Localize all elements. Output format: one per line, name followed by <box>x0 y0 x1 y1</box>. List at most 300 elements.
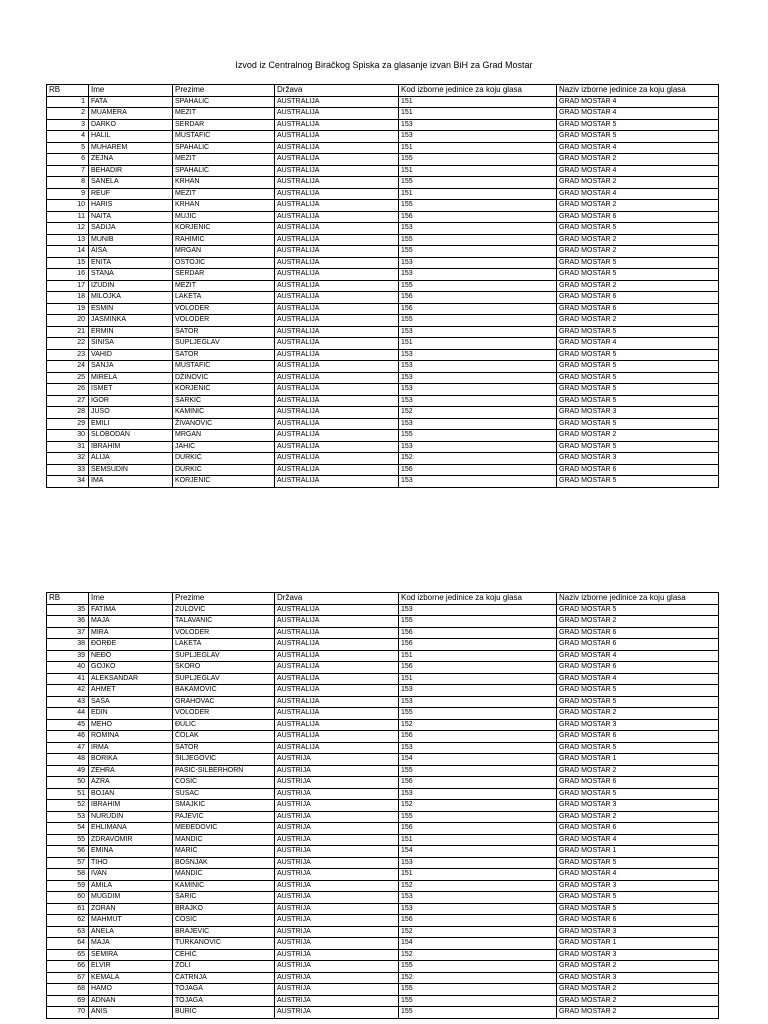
table-row <box>47 846 719 858</box>
cell-prezime: BOŠNJAK <box>173 857 275 869</box>
cell-rb: 16 <box>47 269 89 281</box>
table-row <box>47 119 719 131</box>
cell-prezime: ČOLAK <box>173 731 275 743</box>
cell-kod: 156 <box>399 823 557 835</box>
cell-ime: IMA <box>89 476 173 488</box>
cell-drzava: AUSTRALIJA <box>275 211 399 223</box>
cell-kod: 155 <box>399 616 557 628</box>
cell-ime: MUGDIM <box>89 892 173 904</box>
cell-drzava: AUSTRALIJA <box>275 731 399 743</box>
cell-ime: VAHID <box>89 349 173 361</box>
cell-ime: ESMIN <box>89 303 173 315</box>
table-row <box>47 407 719 419</box>
cell-kod: 153 <box>399 742 557 754</box>
table-row <box>47 280 719 292</box>
cell-ime: MUNIB <box>89 234 173 246</box>
cell-kod: 151 <box>399 673 557 685</box>
cell-drzava: AUSTRALIJA <box>275 280 399 292</box>
cell-drzava: AUSTRIJA <box>275 754 399 766</box>
cell-naziv: GRAD MOSTAR 5 <box>557 742 719 754</box>
cell-rb: 58 <box>47 869 89 881</box>
table-row <box>47 384 719 396</box>
cell-prezime: SPAHALIĆ <box>173 142 275 154</box>
cell-prezime: DURKIĆ <box>173 464 275 476</box>
cell-naziv: GRAD MOSTAR 5 <box>557 857 719 869</box>
table-row <box>47 616 719 628</box>
cell-rb: 21 <box>47 326 89 338</box>
cell-drzava: AUSTRIJA <box>275 995 399 1007</box>
cell-ime: AIŠA <box>89 246 173 258</box>
cell-ime: EDIN <box>89 708 173 720</box>
cell-drzava: AUSTRALIJA <box>275 696 399 708</box>
cell-rb: 54 <box>47 823 89 835</box>
cell-rb: 26 <box>47 384 89 396</box>
cell-naziv: GRAD MOSTAR 6 <box>557 627 719 639</box>
cell-drzava: AUSTRALIJA <box>275 395 399 407</box>
cell-prezime: TOJAGA <box>173 984 275 996</box>
table-row <box>47 708 719 720</box>
cell-prezime: MEZIT <box>173 280 275 292</box>
cell-drzava: AUSTRIJA <box>275 857 399 869</box>
table-row <box>47 464 719 476</box>
cell-drzava: AUSTRALIJA <box>275 338 399 350</box>
cell-drzava: AUSTRALIJA <box>275 349 399 361</box>
cell-prezime: RAHIMIĆ <box>173 234 275 246</box>
cell-naziv: GRAD MOSTAR 3 <box>557 880 719 892</box>
cell-rb: 66 <box>47 961 89 973</box>
table-row <box>47 1007 719 1019</box>
cell-prezime: BAKAMOVIĆ <box>173 685 275 697</box>
table-row <box>47 938 719 950</box>
cell-drzava: AUSTRALIJA <box>275 361 399 373</box>
cell-kod: 155 <box>399 961 557 973</box>
table-row <box>47 673 719 685</box>
cell-kod: 155 <box>399 234 557 246</box>
cell-rb: 52 <box>47 800 89 812</box>
cell-ime: SANELA <box>89 177 173 189</box>
cell-ime: MILOJKA <box>89 292 173 304</box>
cell-rb: 39 <box>47 650 89 662</box>
cell-ime: MUAMERA <box>89 108 173 120</box>
cell-naziv: GRAD MOSTAR 5 <box>557 788 719 800</box>
cell-kod: 156 <box>399 627 557 639</box>
cell-prezime: MUSTAFIĆ <box>173 361 275 373</box>
cell-ime: AZRA <box>89 777 173 789</box>
cell-kod: 155 <box>399 765 557 777</box>
cell-rb: 59 <box>47 880 89 892</box>
table-row <box>47 650 719 662</box>
cell-naziv: GRAD MOSTAR 3 <box>557 407 719 419</box>
cell-naziv: GRAD MOSTAR 1 <box>557 938 719 950</box>
cell-drzava: AUSTRIJA <box>275 972 399 984</box>
cell-naziv: GRAD MOSTAR 6 <box>557 731 719 743</box>
cell-prezime: ŠATOR <box>173 326 275 338</box>
cell-drzava: AUSTRALIJA <box>275 315 399 327</box>
table-row <box>47 234 719 246</box>
cell-drzava: AUSTRIJA <box>275 777 399 789</box>
cell-drzava: AUSTRALIJA <box>275 200 399 212</box>
cell-drzava: AUSTRALIJA <box>275 234 399 246</box>
cell-rb: 47 <box>47 742 89 754</box>
table-row <box>47 892 719 904</box>
table-row <box>47 834 719 846</box>
table-row <box>47 430 719 442</box>
cell-drzava: AUSTRALIJA <box>275 650 399 662</box>
table-row <box>47 777 719 789</box>
table-row <box>47 188 719 200</box>
cell-prezime: PAJEVIĆ <box>173 811 275 823</box>
cell-kod: 155 <box>399 200 557 212</box>
cell-naziv: GRAD MOSTAR 2 <box>557 1007 719 1019</box>
cell-ime: ZDRAVOMIR <box>89 834 173 846</box>
cell-drzava: AUSTRIJA <box>275 892 399 904</box>
cell-drzava: AUSTRALIJA <box>275 257 399 269</box>
cell-prezime: MARIĆ <box>173 846 275 858</box>
cell-ime: NAITA <box>89 211 173 223</box>
cell-prezime: KRHAN <box>173 200 275 212</box>
cell-rb: 51 <box>47 788 89 800</box>
cell-rb: 2 <box>47 108 89 120</box>
cell-rb: 20 <box>47 315 89 327</box>
cell-naziv: GRAD MOSTAR 2 <box>557 280 719 292</box>
table-row <box>47 372 719 384</box>
cell-rb: 1 <box>47 96 89 108</box>
cell-rb: 40 <box>47 662 89 674</box>
cell-kod: 156 <box>399 777 557 789</box>
cell-kod: 153 <box>399 788 557 800</box>
cell-drzava: AUSTRALIJA <box>275 604 399 616</box>
cell-rb: 15 <box>47 257 89 269</box>
cell-naziv: GRAD MOSTAR 6 <box>557 211 719 223</box>
cell-rb: 9 <box>47 188 89 200</box>
cell-rb: 28 <box>47 407 89 419</box>
table-row <box>47 961 719 973</box>
cell-prezime: ZULOVIĆ <box>173 604 275 616</box>
cell-drzava: AUSTRALIJA <box>275 372 399 384</box>
cell-prezime: MEZIT <box>173 108 275 120</box>
cell-naziv: GRAD MOSTAR 6 <box>557 823 719 835</box>
cell-drzava: AUSTRIJA <box>275 915 399 927</box>
table-row <box>47 361 719 373</box>
cell-kod: 153 <box>399 892 557 904</box>
cell-kod: 155 <box>399 246 557 258</box>
table-row <box>47 604 719 616</box>
table-row <box>47 880 719 892</box>
cell-rb: 25 <box>47 372 89 384</box>
cell-rb: 29 <box>47 418 89 430</box>
cell-drzava: AUSTRALIJA <box>275 673 399 685</box>
cell-ime: IBRAHIM <box>89 441 173 453</box>
cell-drzava: AUSTRIJA <box>275 800 399 812</box>
cell-naziv: GRAD MOSTAR 5 <box>557 269 719 281</box>
cell-drzava: AUSTRIJA <box>275 811 399 823</box>
header-prezime: Prezime <box>173 593 275 605</box>
cell-prezime: ZOLI <box>173 961 275 973</box>
cell-naziv: GRAD MOSTAR 4 <box>557 108 719 120</box>
cell-drzava: AUSTRALIJA <box>275 616 399 628</box>
cell-rb: 31 <box>47 441 89 453</box>
cell-naziv: GRAD MOSTAR 3 <box>557 972 719 984</box>
cell-naziv: GRAD MOSTAR 5 <box>557 903 719 915</box>
cell-kod: 156 <box>399 639 557 651</box>
cell-naziv: GRAD MOSTAR 2 <box>557 811 719 823</box>
cell-kod: 156 <box>399 662 557 674</box>
cell-rb: 49 <box>47 765 89 777</box>
cell-prezime: KORJENIĆ <box>173 476 275 488</box>
table-row <box>47 349 719 361</box>
cell-drzava: AUSTRALIJA <box>275 453 399 465</box>
cell-naziv: GRAD MOSTAR 2 <box>557 200 719 212</box>
cell-naziv: GRAD MOSTAR 3 <box>557 453 719 465</box>
cell-prezime: KRHAN <box>173 177 275 189</box>
cell-ime: SEMIRA <box>89 949 173 961</box>
cell-naziv: GRAD MOSTAR 5 <box>557 372 719 384</box>
cell-ime: ALIJA <box>89 453 173 465</box>
cell-kod: 155 <box>399 315 557 327</box>
cell-naziv: GRAD MOSTAR 2 <box>557 154 719 166</box>
cell-drzava: AUSTRALIJA <box>275 384 399 396</box>
cell-kod: 152 <box>399 453 557 465</box>
cell-drzava: AUSTRIJA <box>275 823 399 835</box>
cell-rb: 24 <box>47 361 89 373</box>
table-row <box>47 131 719 143</box>
cell-kod: 155 <box>399 154 557 166</box>
cell-naziv: GRAD MOSTAR 3 <box>557 719 719 731</box>
cell-prezime: KAMINIĆ <box>173 880 275 892</box>
cell-ime: JUSO <box>89 407 173 419</box>
cell-prezime: TALAVANIĆ <box>173 616 275 628</box>
cell-naziv: GRAD MOSTAR 3 <box>557 949 719 961</box>
cell-rb: 10 <box>47 200 89 212</box>
cell-ime: FATA <box>89 96 173 108</box>
cell-naziv: GRAD MOSTAR 6 <box>557 464 719 476</box>
cell-rb: 50 <box>47 777 89 789</box>
table-row <box>47 754 719 766</box>
cell-kod: 156 <box>399 731 557 743</box>
cell-ime: GOJKO <box>89 662 173 674</box>
cell-rb: 53 <box>47 811 89 823</box>
cell-prezime: BRAJEVIĆ <box>173 926 275 938</box>
cell-prezime: ŠARIĆ <box>173 892 275 904</box>
cell-prezime: ŠUPLJEGLAV <box>173 650 275 662</box>
table-row <box>47 731 719 743</box>
cell-ime: MAJA <box>89 938 173 950</box>
cell-rb: 7 <box>47 165 89 177</box>
table-row <box>47 315 719 327</box>
table-row <box>47 246 719 258</box>
table-row <box>47 154 719 166</box>
cell-prezime: ŠATOR <box>173 349 275 361</box>
cell-naziv: GRAD MOSTAR 1 <box>557 846 719 858</box>
cell-naziv: GRAD MOSTAR 6 <box>557 292 719 304</box>
cell-kod: 151 <box>399 142 557 154</box>
table-row <box>47 223 719 235</box>
header-kod: Kod izborne jedinice za koju glasa <box>399 85 557 97</box>
cell-kod: 153 <box>399 119 557 131</box>
cell-kod: 151 <box>399 834 557 846</box>
cell-ime: ANIS <box>89 1007 173 1019</box>
cell-kod: 151 <box>399 188 557 200</box>
table-row <box>47 742 719 754</box>
table-row <box>47 685 719 697</box>
cell-drzava: AUSTRIJA <box>275 880 399 892</box>
table-row <box>47 926 719 938</box>
table-row <box>47 211 719 223</box>
cell-rb: 37 <box>47 627 89 639</box>
table-row <box>47 338 719 350</box>
table-row <box>47 269 719 281</box>
cell-ime: ZORAN <box>89 903 173 915</box>
cell-kod: 153 <box>399 476 557 488</box>
cell-kod: 153 <box>399 418 557 430</box>
cell-prezime: SPAHALIĆ <box>173 96 275 108</box>
cell-prezime: JAHIĆ <box>173 441 275 453</box>
cell-kod: 155 <box>399 995 557 1007</box>
cell-naziv: GRAD MOSTAR 5 <box>557 361 719 373</box>
cell-kod: 152 <box>399 880 557 892</box>
cell-ime: SAŠA <box>89 696 173 708</box>
cell-rb: 64 <box>47 938 89 950</box>
table-row <box>47 627 719 639</box>
table-row <box>47 800 719 812</box>
cell-kod: 156 <box>399 292 557 304</box>
table-row <box>47 903 719 915</box>
cell-prezime: ĆEHIĆ <box>173 949 275 961</box>
cell-kod: 153 <box>399 326 557 338</box>
table-row <box>47 165 719 177</box>
table-row <box>47 292 719 304</box>
cell-rb: 67 <box>47 972 89 984</box>
cell-ime: ADNAN <box>89 995 173 1007</box>
cell-drzava: AUSTRALIJA <box>275 96 399 108</box>
cell-prezime: MRGAN <box>173 246 275 258</box>
cell-kod: 152 <box>399 972 557 984</box>
cell-kod: 153 <box>399 269 557 281</box>
cell-naziv: GRAD MOSTAR 5 <box>557 395 719 407</box>
cell-drzava: AUSTRALIJA <box>275 685 399 697</box>
cell-drzava: AUSTRIJA <box>275 834 399 846</box>
cell-ime: AMILA <box>89 880 173 892</box>
cell-naziv: GRAD MOSTAR 4 <box>557 338 719 350</box>
table-row <box>47 303 719 315</box>
cell-drzava: AUSTRALIJA <box>275 246 399 258</box>
cell-naziv: GRAD MOSTAR 2 <box>557 315 719 327</box>
cell-prezime: LAKETA <box>173 292 275 304</box>
table-row <box>47 326 719 338</box>
cell-rb: 70 <box>47 1007 89 1019</box>
cell-kod: 151 <box>399 108 557 120</box>
cell-ime: STANA <box>89 269 173 281</box>
cell-naziv: GRAD MOSTAR 2 <box>557 177 719 189</box>
cell-kod: 151 <box>399 338 557 350</box>
cell-kod: 156 <box>399 211 557 223</box>
cell-ime: IBRAHIM <box>89 800 173 812</box>
cell-naziv: GRAD MOSTAR 4 <box>557 96 719 108</box>
cell-ime: BOJAN <box>89 788 173 800</box>
cell-ime: IZUDIN <box>89 280 173 292</box>
cell-naziv: GRAD MOSTAR 6 <box>557 303 719 315</box>
cell-drzava: AUSTRALIJA <box>275 418 399 430</box>
table-row <box>47 441 719 453</box>
cell-ime: ŠEMSUDIN <box>89 464 173 476</box>
cell-ime: ERMIN <box>89 326 173 338</box>
cell-rb: 14 <box>47 246 89 258</box>
cell-kod: 151 <box>399 869 557 881</box>
cell-kod: 152 <box>399 949 557 961</box>
cell-naziv: GRAD MOSTAR 4 <box>557 165 719 177</box>
cell-kod: 156 <box>399 915 557 927</box>
cell-drzava: AUSTRALIJA <box>275 662 399 674</box>
cell-kod: 155 <box>399 177 557 189</box>
cell-naziv: GRAD MOSTAR 3 <box>557 926 719 938</box>
cell-prezime: ŠATOR <box>173 742 275 754</box>
cell-kod: 153 <box>399 223 557 235</box>
table-row <box>47 108 719 120</box>
cell-kod: 152 <box>399 719 557 731</box>
cell-ime: HALIL <box>89 131 173 143</box>
cell-ime: BEHADIR <box>89 165 173 177</box>
cell-naziv: GRAD MOSTAR 5 <box>557 685 719 697</box>
cell-kod: 153 <box>399 257 557 269</box>
cell-ime: MAJA <box>89 616 173 628</box>
cell-rb: 8 <box>47 177 89 189</box>
cell-rb: 19 <box>47 303 89 315</box>
cell-drzava: AUSTRIJA <box>275 846 399 858</box>
cell-rb: 27 <box>47 395 89 407</box>
cell-kod: 154 <box>399 754 557 766</box>
cell-prezime: TOJAGA <box>173 995 275 1007</box>
cell-drzava: AUSTRIJA <box>275 903 399 915</box>
cell-drzava: AUSTRIJA <box>275 926 399 938</box>
cell-naziv: GRAD MOSTAR 2 <box>557 430 719 442</box>
cell-kod: 153 <box>399 604 557 616</box>
table-row <box>47 96 719 108</box>
cell-rb: 69 <box>47 995 89 1007</box>
cell-ime: EMINA <box>89 846 173 858</box>
table-row <box>47 765 719 777</box>
cell-ime: DARKO <box>89 119 173 131</box>
cell-drzava: AUSTRALIJA <box>275 627 399 639</box>
cell-prezime: MANDIĆ <box>173 869 275 881</box>
cell-naziv: GRAD MOSTAR 4 <box>557 142 719 154</box>
cell-rb: 13 <box>47 234 89 246</box>
cell-prezime: MEZIT <box>173 188 275 200</box>
cell-naziv: GRAD MOSTAR 2 <box>557 995 719 1007</box>
cell-ime: IVAN <box>89 869 173 881</box>
cell-rb: 62 <box>47 915 89 927</box>
cell-prezime: ĆOSIĆ <box>173 915 275 927</box>
table-header-row <box>47 85 719 97</box>
cell-drzava: AUSTRIJA <box>275 984 399 996</box>
cell-ime: ZEJNA <box>89 154 173 166</box>
cell-rb: 11 <box>47 211 89 223</box>
cell-prezime: KORJENIĆ <box>173 223 275 235</box>
cell-kod: 155 <box>399 811 557 823</box>
cell-prezime: ĆOSIĆ <box>173 777 275 789</box>
cell-naziv: GRAD MOSTAR 2 <box>557 234 719 246</box>
cell-drzava: AUSTRALIJA <box>275 476 399 488</box>
cell-rb: 4 <box>47 131 89 143</box>
cell-naziv: GRAD MOSTAR 5 <box>557 119 719 131</box>
cell-ime: ZEHRA <box>89 765 173 777</box>
cell-kod: 153 <box>399 857 557 869</box>
cell-prezime: VOLODER <box>173 708 275 720</box>
cell-rb: 55 <box>47 834 89 846</box>
cell-naziv: GRAD MOSTAR 5 <box>557 441 719 453</box>
cell-prezime: MRGAN <box>173 430 275 442</box>
cell-ime: ANELA <box>89 926 173 938</box>
cell-naziv: GRAD MOSTAR 3 <box>557 800 719 812</box>
